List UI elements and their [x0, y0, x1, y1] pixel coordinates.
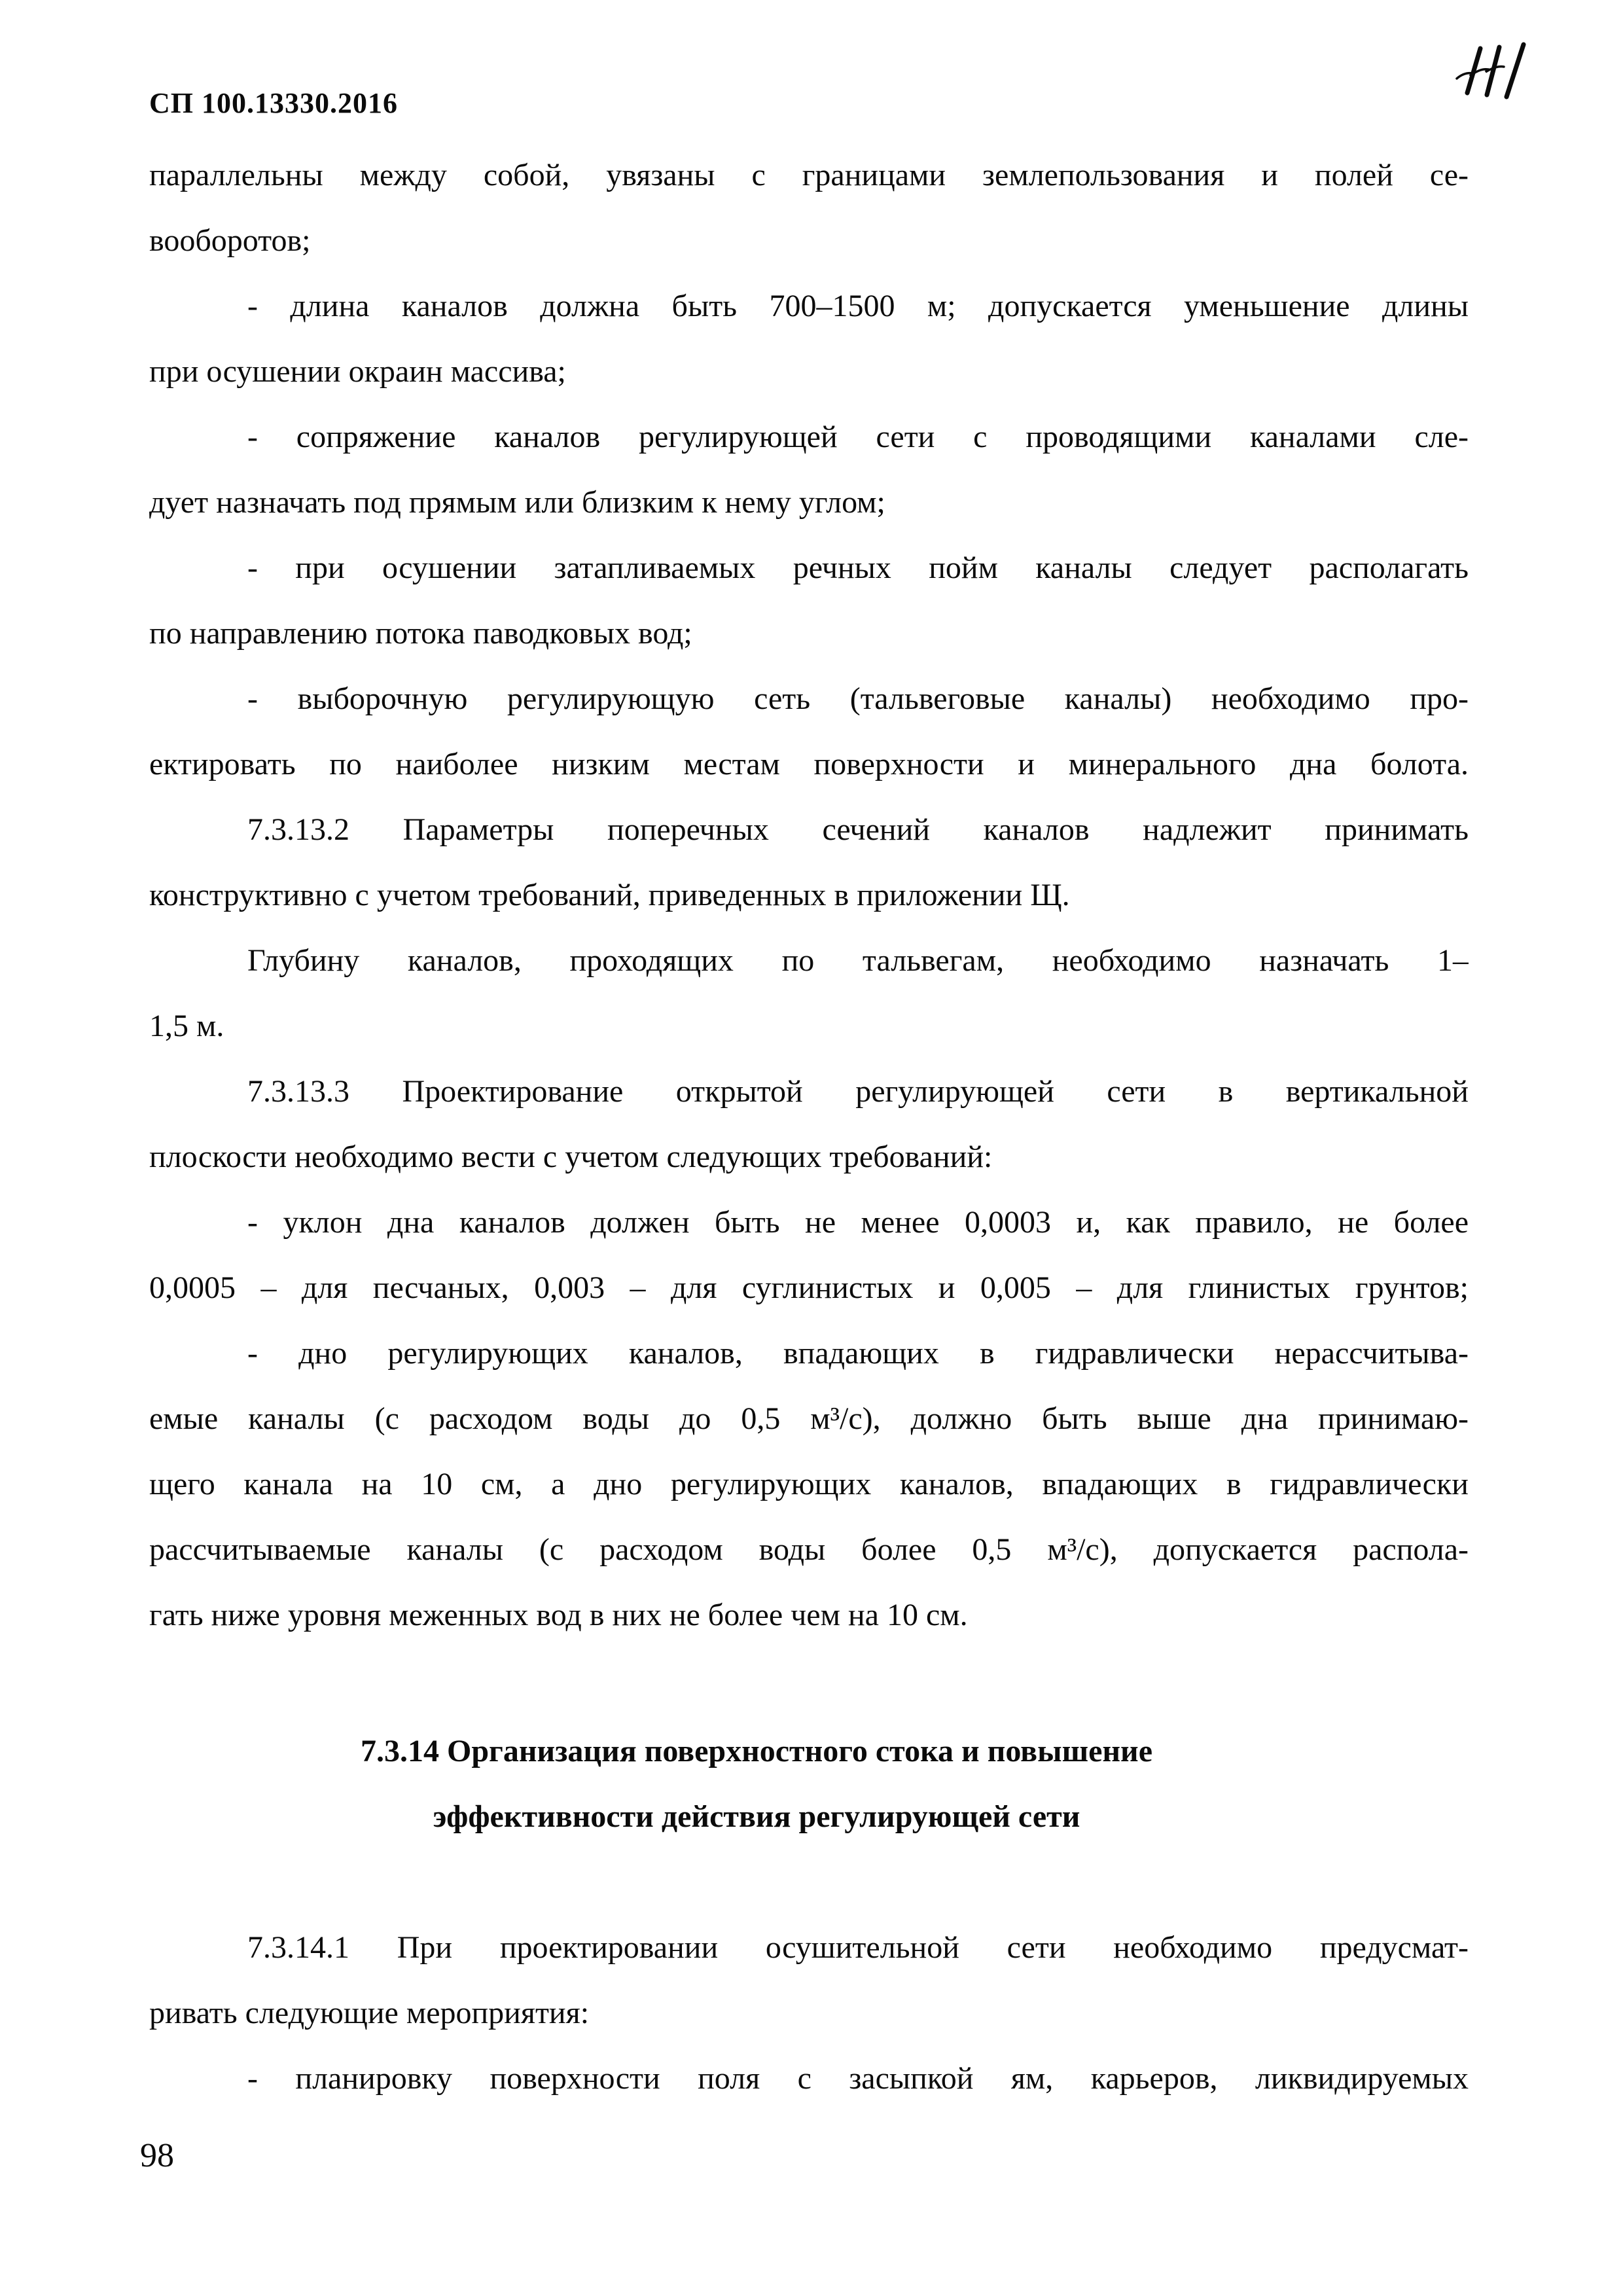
text-line: - уклон дна каналов должен быть не менее 0,0003 и, как правило, не более [247, 1205, 1469, 1240]
handwritten-page-number [1452, 38, 1543, 103]
text-line: 1,5 м. [149, 1009, 224, 1043]
text-line: 7.3.14.1 При проектировании осушительной сети необходимо предусмат- [247, 1930, 1469, 1965]
text-line: параллельны между собой, увязаны с границами землепользования и полей се- [149, 158, 1469, 192]
text-line: дует назначать под прямым или близким к нему углом; [149, 485, 885, 520]
text-line: при осушении окраин массива; [149, 354, 566, 389]
text-line: - сопряжение каналов регулирующей сети с проводящими каналами сле- [247, 420, 1469, 454]
text-line: ривать следующие мероприятия: [149, 1996, 590, 2030]
text-line: - планировку поверхности поля с засыпкой ям, карьеров, ликвидируемых [247, 2061, 1469, 2096]
text-line: рассчитываемые каналы (с расходом воды более 0,5 м³/с), допускается распола- [149, 1532, 1469, 1567]
text-line: - при осушении затапливаемых речных пойм каналы следует располагать [247, 550, 1469, 585]
text-line: емые каналы (с расходом воды до 0,5 м³/с), должно быть выше дна принимаю- [149, 1401, 1469, 1436]
text-line: 7.3.13.2 Параметры поперечных сечений каналов надлежит принимать [247, 812, 1469, 847]
section-heading-line: эффективности действия регулирующей сети [433, 1799, 1080, 1834]
text-line: - дно регулирующих каналов, впадающих в гидравлически нерассчитыва- [247, 1336, 1469, 1371]
text-line: конструктивно с учетом требований, приведенных в приложении Щ. [149, 878, 1070, 912]
text-line: по направлению потока паводковых вод; [149, 616, 692, 651]
text-line: 7.3.13.3 Проектирование открытой регулирующей сети в вертикальной [247, 1074, 1469, 1109]
text-line: Глубину каналов, проходящих по тальвегам, необходимо назначать 1– [247, 943, 1469, 978]
document-body [0, 143, 1623, 2111]
text-line: ектировать по наиболее низким местам поверхности и минерального дна болота. [149, 747, 1469, 781]
document-code: СП 100.13330.2016 [149, 87, 398, 119]
text-line: вооборотов; [149, 223, 311, 258]
text-line: - выборочную регулирующую сеть (тальвеговые каналы) необходимо про- [247, 681, 1469, 716]
section-heading-line: 7.3.14 Организация поверхностного стока и повышение [360, 1734, 1153, 1768]
text-line: гать ниже уровня меженных вод в них не более чем на 10 см. [149, 1598, 968, 1632]
text-line: плоскости необходимо вести с учетом следующих требований: [149, 1139, 993, 1174]
page-number: 98 [140, 2137, 174, 2174]
text-line: 0,0005 – для песчаных, 0,003 – для суглинистых и 0,005 – для глинистых грунтов; [149, 1270, 1469, 1305]
text-line: щего канала на 10 см, а дно регулирующих каналов, впадающих в гидравлически [149, 1467, 1469, 1501]
text-line: - длина каналов должна быть 700–1500 м; допускается уменьшение длины [247, 289, 1469, 323]
